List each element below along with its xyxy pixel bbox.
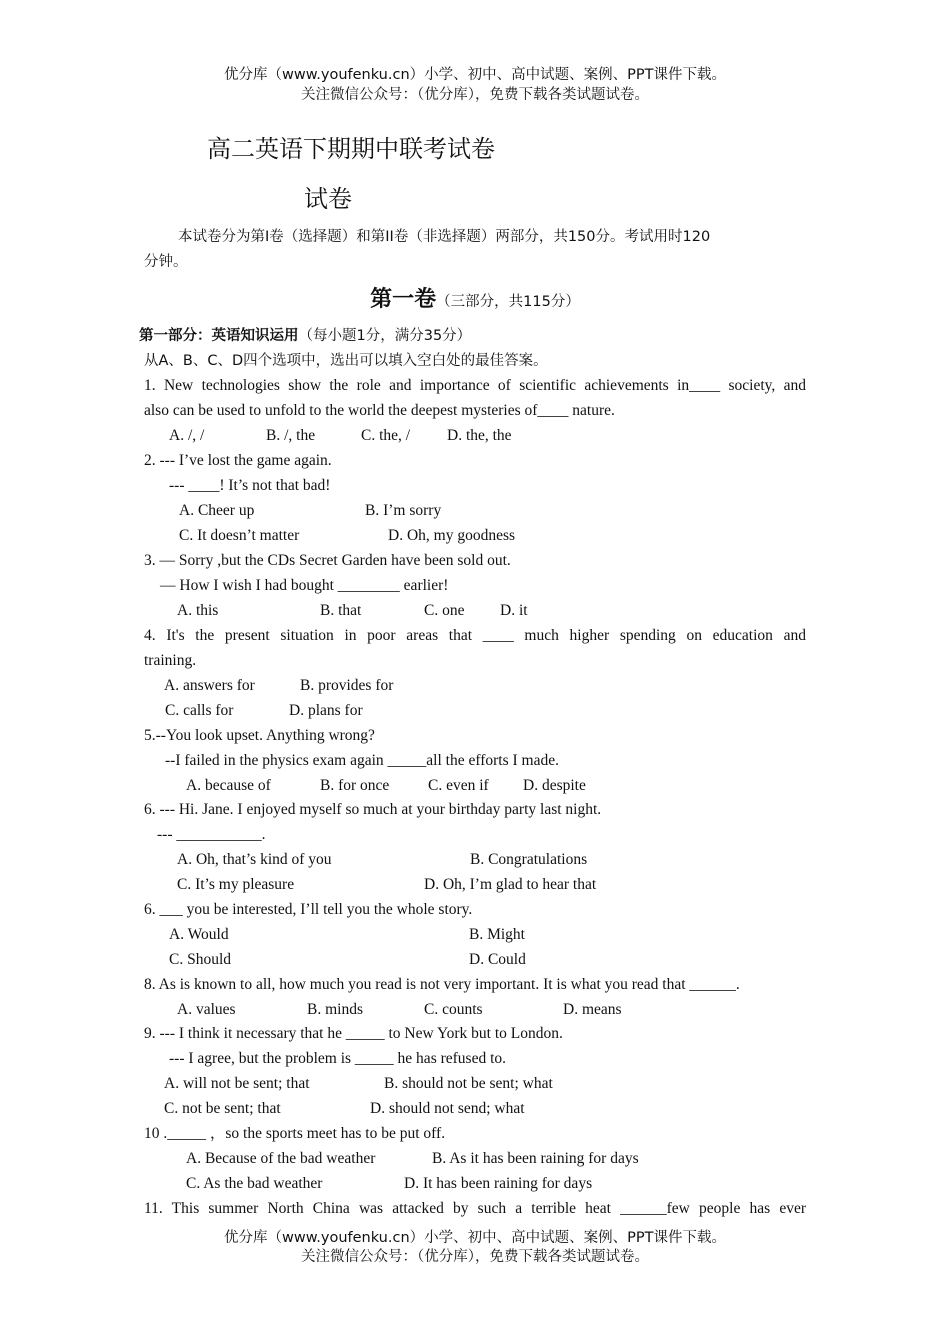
q4-option-a: A. answers for [164, 677, 255, 694]
q3-option-d: D. it [500, 602, 528, 619]
q8-option-c: C. counts [424, 1001, 483, 1018]
q3-option-c: C. one [424, 602, 465, 619]
q6-option-c: C. It’s my pleasure [177, 876, 295, 893]
q7-option-b: B. Might [469, 926, 525, 943]
q3-line-2: — How I wish I had bought ________ earlier! [160, 577, 449, 594]
q7-line-1: 6. ___ you be interested, I’ll tell you the whole story. [144, 901, 473, 918]
q8-option-d: D. means [563, 1001, 622, 1018]
q11-line-1: 11. This summer North China was attacked by such a terrible heat ______few people has ever [144, 1200, 806, 1217]
q10-option-c: C. As the bad weather [186, 1175, 323, 1192]
q10-option-d: D. It has been raining for days [404, 1175, 593, 1192]
q8-option-b: B. minds [307, 1001, 363, 1018]
q1-option-b: B. /, the [266, 427, 316, 444]
q5-line-2: --I failed in the physics exam again _____all the efforts I made. [165, 752, 559, 769]
volume-note: （三部分，共115分） [436, 294, 580, 310]
q4-option-d: D. plans for [289, 702, 363, 719]
volume-title: 第一卷 [370, 287, 437, 312]
q1-option-c: C. the, / [361, 427, 411, 444]
q1-option-a: A. /, / [169, 427, 205, 444]
q9-line-2: --- I agree, but the problem is _____ he has refused to. [169, 1050, 507, 1067]
q9-option-a: A. will not be sent; that [164, 1075, 310, 1092]
q10-line-1: 10 ._____ ，so the sports meet has to be put off. [144, 1125, 446, 1142]
q9-line-1: 9. --- I think it necessary that he _____ to New York but to London. [144, 1025, 563, 1042]
intro-line-1: 本试卷分为第I卷（选择题）和第II卷（非选择题）两部分，共150分。考试用时120 [178, 229, 711, 245]
q2-option-d: D. Oh, my goodness [388, 527, 516, 544]
q7-option-c: C. Should [169, 951, 232, 968]
q4-line-2: training. [144, 652, 197, 669]
volume-heading [0, 285, 950, 317]
part1-title: 第一部分：英语知识运用 [139, 328, 299, 344]
q8-option-a: A. values [177, 1001, 236, 1018]
q5-option-b: B. for once [320, 777, 390, 794]
footer-line-2: 关注微信公众号：（优分库），免费下载各类试题试卷。 [301, 1249, 649, 1265]
q2-line-1: 2. --- I’ve lost the game again. [144, 452, 332, 469]
q6-option-d: D. Oh, I’m glad to hear that [424, 876, 597, 893]
part1-instruction: 从A、B、C、D四个选项中，选出可以填入空白处的最佳答案。 [144, 353, 548, 369]
q4-option-b: B. provides for [300, 677, 394, 694]
q2-option-c: C. It doesn’t matter [179, 527, 300, 544]
q3-option-b: B. that [320, 602, 362, 619]
q9-option-b: B. should not be sent; what [384, 1075, 553, 1092]
header-line-1: 优分库（www.youfenku.cn）小学、初中、高中试题、案例、PPT课件下载。 [224, 67, 726, 83]
q2-option-b: B. I’m sorry [365, 502, 442, 519]
q3-option-a: A. this [177, 602, 219, 619]
q8-line-1: 8. As is known to all, how much you read is not very important. It is what you read that ______. [144, 976, 740, 993]
q1-line-1: 1. New technologies show the role and importance of scientific achievements in____ society, and [144, 377, 806, 394]
q2-option-a: A. Cheer up [179, 502, 255, 519]
q6-line-2: --- ___________. [157, 826, 266, 843]
q5-line-1: 5.--You look upset. Anything wrong? [144, 727, 375, 744]
q10-option-b: B. As it has been raining for days [432, 1150, 639, 1167]
q4-option-c: C. calls for [165, 702, 234, 719]
q6-line-1: 6. --- Hi. Jane. I enjoyed myself so much at your birthday party last night. [144, 801, 602, 818]
page-title: 高二英语下期期中联考试卷 [207, 135, 495, 163]
part1-note: （每小题1分，满分35分） [298, 328, 472, 344]
footer-line-1: 优分库（www.youfenku.cn）小学、初中、高中试题、案例、PPT课件下载。 [224, 1230, 726, 1246]
q4-line-1: 4. It's the present situation in poor areas that ____ much higher spending on education and [144, 627, 806, 644]
q6-option-b: B. Congratulations [470, 851, 588, 868]
q9-option-c: C. not be sent; that [164, 1100, 281, 1117]
q9-option-d: D. should not send; what [370, 1100, 525, 1117]
header-line-2: 关注微信公众号：（优分库），免费下载各类试题试卷。 [301, 87, 649, 103]
q7-option-d: D. Could [469, 951, 526, 968]
q7-option-a: A. Would [169, 926, 229, 943]
q1-option-d: D. the, the [447, 427, 512, 444]
page-subtitle: 试卷 [304, 185, 352, 213]
q5-option-a: A. because of [186, 777, 271, 794]
part1-heading [139, 326, 471, 346]
q1-line-2: also can be used to unfold to the world the deepest mysteries of____ nature. [144, 402, 615, 419]
q2-line-2: --- ____! It’s not that bad! [169, 477, 331, 494]
q5-option-d: D. despite [523, 777, 586, 794]
q6-option-a: A. Oh, that’s kind of you [177, 851, 332, 868]
intro-line-2: 分钟。 [144, 254, 188, 270]
q10-option-a: A. Because of the bad weather [186, 1150, 376, 1167]
q5-option-c: C. even if [428, 777, 489, 794]
q3-line-1: 3. — Sorry ,but the CDs Secret Garden have been sold out. [144, 552, 511, 569]
